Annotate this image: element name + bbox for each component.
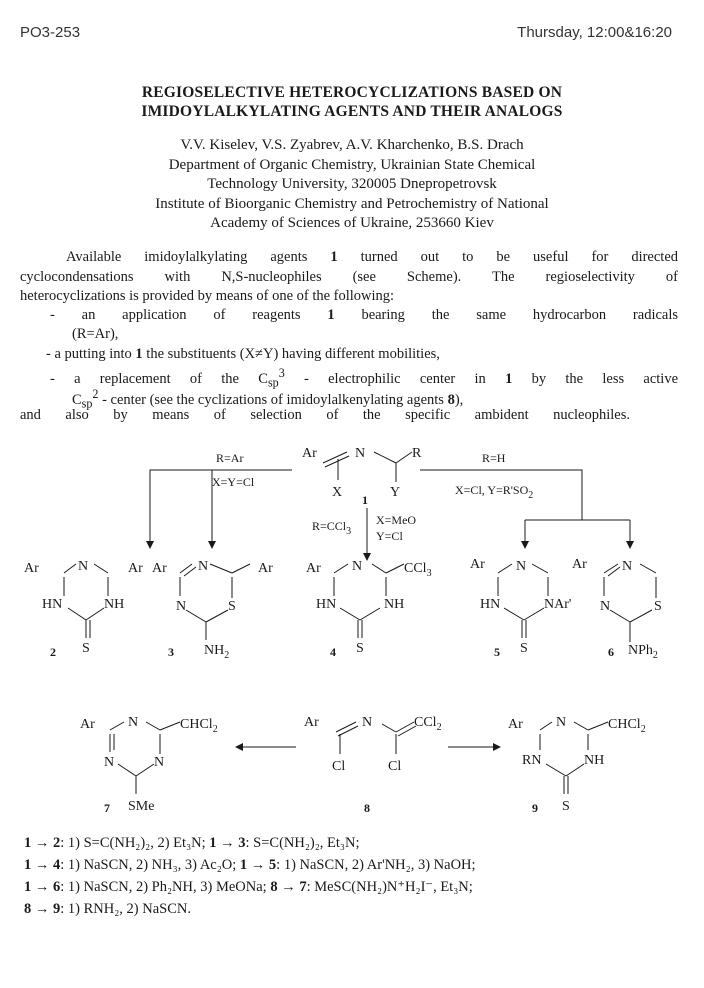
c4-hn: HN <box>316 597 337 612</box>
c3-ar-left: Ar <box>152 561 167 576</box>
label-7: 7 <box>104 801 110 815</box>
c9-chcl2: CHCl$_2$ <box>608 717 646 735</box>
c9-nh: NH <box>584 753 605 768</box>
bullet-3: - a replacement of the $C_{sp}^3$ - electrophilic center in 1 by the less active <box>50 366 679 390</box>
poster-code: PO3-253 <box>20 24 81 41</box>
c1-n: N <box>355 446 366 461</box>
c5-n: N <box>516 559 527 574</box>
c3-n: N <box>198 559 209 574</box>
title-line-1: REGIOSELECTIVE HETEROCYCLIZATIONS BASED ON <box>141 84 563 101</box>
c8-cl-right: Cl <box>388 759 402 774</box>
bullet-1-cont: (R=Ar), <box>72 326 119 342</box>
c2-nh: NH <box>104 597 125 612</box>
reaction-scheme <box>0 430 704 820</box>
c8-ar: Ar <box>304 715 319 730</box>
abstract-line-2: cyclocondensations with N,S-nucleophiles (see Scheme). The regioselectivity of <box>20 269 678 285</box>
c7-n-right: N <box>154 755 165 770</box>
c4-s: S <box>356 641 364 656</box>
c8-cl-left: Cl <box>332 759 346 774</box>
c3-n-low: N <box>176 599 187 614</box>
c1-ar: Ar <box>302 446 317 461</box>
c9-s: S <box>562 799 570 814</box>
c7-sme: SMe <box>128 799 155 814</box>
label-6: 6 <box>608 645 614 659</box>
c2-n: N <box>78 559 89 574</box>
c4-ar: Ar <box>306 561 321 576</box>
abstract-last-line: and also by means of selection of the specific ambident nucleophiles. <box>20 407 630 423</box>
title-line-2: IMIDOYLALKYLATING AGENTS AND THEIR ANALOGS <box>141 103 563 120</box>
c8-ccl2: CCl$_2$ <box>414 715 442 733</box>
affiliation-line-1: Department of Organic Chemistry, Ukrainian State Chemical <box>168 157 536 173</box>
c6-s: S <box>654 599 662 614</box>
cond-r-ar: R=Ar <box>216 451 244 465</box>
affiliation-line-2: Technology University, 320005 Dnepropetrovsk <box>207 176 497 192</box>
reaction-line-2: 1 → 4: 1) NaSCN, 2) NH₃, 3) Ac₂O; 1 → 5: 1) NaSCN, 2) Ar'NH₂, 3) NaOH; <box>24 857 476 873</box>
c4-nh: NH <box>384 597 405 612</box>
c3-nh2: $NH_2$ <box>204 643 230 661</box>
cond-xycl: X=Y=Cl <box>212 475 255 489</box>
label-3: 3 <box>168 645 174 659</box>
affiliation-line-4: Academy of Sciences of Ukraine, 253660 Kiev <box>210 215 494 231</box>
bullet-2: - a putting into 1 the substituents (X≠Y) having different mobilities, <box>46 346 440 362</box>
c5-nar: NAr' <box>544 597 572 612</box>
label-4: 4 <box>330 645 336 659</box>
c6-n-low: N <box>600 599 611 614</box>
label-9: 9 <box>532 801 538 815</box>
c1-r: R <box>412 446 422 461</box>
c8-n: N <box>362 715 373 730</box>
c5-hn: HN <box>480 597 501 612</box>
c2-s: S <box>82 641 90 656</box>
c5-ar: Ar <box>470 557 485 572</box>
c6-ar: Ar <box>572 557 587 572</box>
label-2: 2 <box>50 645 56 659</box>
c4-ccl3: CCl$_3$ <box>404 561 432 579</box>
affiliation-line-3: Institute of Bioorganic Chemistry and Petrochemistry of National <box>155 196 549 212</box>
session-time: Thursday, 12:00&16:20 <box>517 24 672 41</box>
reaction-line-4: 8 → 9: 1) RNH₂, 2) NaSCN. <box>24 901 191 917</box>
c7-chcl2: CHCl$_2$ <box>180 717 218 735</box>
bullet-1: - an application of reagents 1 bearing the same hydrocarbon radicals <box>50 307 679 323</box>
authors: V.V. Kiselev, V.S. Zyabrev, A.V. Kharchenko, B.S. Drach <box>180 137 524 153</box>
cond-r-h: R=H <box>482 451 506 465</box>
cond-r-ccl3: R=CCl$_3$ <box>312 519 352 537</box>
reaction-line-1: 1 → 2: 1) S=C(NH₂)₂, 2) Et₃N; 1 → 3: S=C(NH₂)₂, Et₃N; <box>24 835 360 851</box>
c4-n: N <box>352 559 363 574</box>
label-1: 1 <box>362 493 368 507</box>
c2-hn: HN <box>42 597 63 612</box>
c2-ar-right: Ar <box>128 561 143 576</box>
c2-ar-left: Ar <box>24 561 39 576</box>
c3-s: S <box>228 599 236 614</box>
c1-x: X <box>332 485 343 500</box>
bullet-3-cont: $C_{sp}^2$ - center (see the cyclizations of imidoylalkenylating agents 8), <box>72 387 464 411</box>
label-8: 8 <box>364 801 370 815</box>
c9-rn: RN <box>522 753 542 768</box>
c6-nph2: NPh$_2$ <box>628 643 658 661</box>
c7-n-left: N <box>104 755 115 770</box>
cond-x-meo: X=MeO <box>376 513 417 527</box>
cond-y-cl: Y=Cl <box>376 529 403 543</box>
c7-ar: Ar <box>80 717 95 732</box>
abstract-line-3: heterocyclizations is provided by means of one of the following: <box>20 288 395 304</box>
abstract-line-1: Available imidoylalkylating agents 1 turned out to be useful for directed <box>66 249 679 265</box>
cond-x-cl: X=Cl, $Y=R'SO_2$ <box>455 483 534 501</box>
label-5: 5 <box>494 645 500 659</box>
c1-y: Y <box>390 485 401 500</box>
c9-ar: Ar <box>508 717 523 732</box>
c9-n: N <box>556 715 567 730</box>
c5-s: S <box>520 641 528 656</box>
reaction-line-3: 1 → 6: 1) NaSCN, 2) Ph₂NH, 3) MeONa; 8 → 7: MeSC(NH₂)N⁺H₂I⁻, Et₃N; <box>24 879 473 895</box>
c6-n: N <box>622 559 633 574</box>
c3-ar-right: Ar <box>258 561 273 576</box>
c7-n: N <box>128 715 139 730</box>
